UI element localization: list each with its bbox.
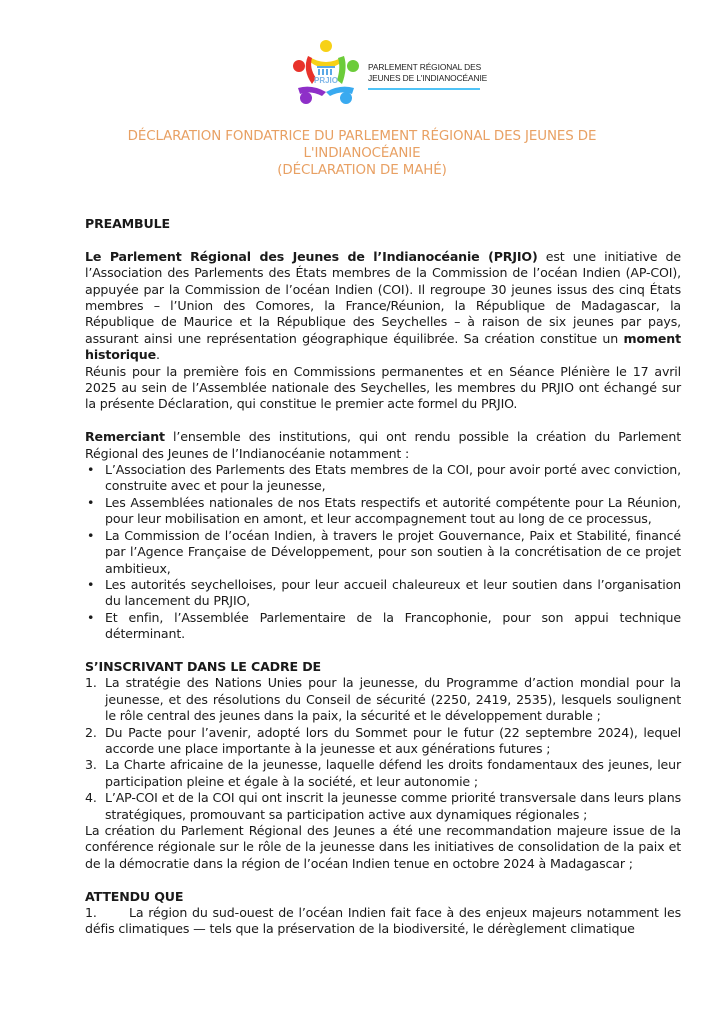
remerciant-list: [85, 462, 681, 642]
logo-badge-text: PRJIO: [313, 76, 339, 85]
bullet-icon: •: [87, 609, 95, 625]
prjio-name-bold: Le Parlement Régional des Jeunes de l’Indianocéanie (PRJIO): [85, 248, 538, 264]
cadre-list: [85, 675, 681, 823]
attendu-heading: ATTENDU QUE: [85, 888, 184, 904]
title-line-1: DÉCLARATION FONDATRICE DU PARLEMENT RÉGIONAL DES JEUNES DE: [127, 129, 597, 144]
attendu-item-1: 1. La région du sud-ouest de l’océan Indien fait face à des enjeux majeurs notamment les défis climatiques — tels que la préservation de la biodiversité, le dérèglement climatique: [85, 905, 681, 937]
cadre-closing-paragraph: La création du Parlement Régional des Jeunes a été une recommandation majeure issue de la conférence régionale sur le rôle de la jeunesse dans les initiatives de consolidation de la paix et de la démocratie dans la région de l’océan Indien tenue en octobre 2024 à Madagascar ;: [85, 822, 681, 871]
preambule-paragraph-2: Réunis pour la première fois en Commissions permanentes et en Séance Plénière le 17 avril 2025 au sein de l’Assemblée nationale des Seychelles, les membres du PRJIO ont échangé sur la présente Déclaration, qui constitue le premier acte formel du PRJIO.: [85, 363, 681, 412]
list-item: 4. L’AP-COI et de la COI qui ont inscrit la jeunesse comme priorité transversale dans leurs plans stratégiques, promouvant sa participation active aux dynamiques régionales ;: [85, 790, 681, 822]
cadre-heading: S’INSCRIVANT DANS LE CADRE DE: [85, 658, 321, 674]
list-item: • Les Assemblées nationales de nos Etats respectifs et autorité compétente pour La Réunion, pour leur mobilisation en amont, et leur accompagnement tout au long de ce processus,: [87, 494, 681, 527]
logo-org-line2: JEUNES DE L'INDIANOCÉANIE: [368, 73, 488, 83]
prjio-logo: [290, 38, 490, 108]
list-item: • La Commission de l’océan Indien, à travers le projet Gouvernance, Paix et Stabilité, financé par l’Agence Française de Développement, pour son soutien à la concrétisation de ce projet ambitieux,: [87, 527, 681, 576]
list-item: 1. La stratégie des Nations Unies pour la jeunesse, du Programme d’action mondial pour la jeunesse, et des résolutions du Conseil de sécurité (2250, 2419, 2535), lesquels soulignent le rôle central des jeunes dans la paix, la sécurité et le développement durable ;: [85, 675, 681, 724]
logo-org-name: [368, 62, 487, 84]
list-item: 2. Du Pacte pour l’avenir, adopté lors du Sommet pour le futur (22 septembre 2024), lequel accorde une place importante à la jeunesse et aux générations futures ;: [85, 724, 681, 756]
list-item: 3. La Charte africaine de la jeunesse, laquelle défend les droits fondamentaux des jeunes, leur participation pleine et égale à la société, et leur autonomie ;: [85, 757, 681, 789]
bullet-icon: •: [87, 494, 95, 510]
preambule-paragraph-1: Le Parlement Régional des Jeunes de l’Indianocéanie (PRJIO) est une initiative de l’Association des Parlements des États membres de la Commission de l’océan Indien (AP-COI), appuyée par la Commission de l’océan Indien (COI). Il regroupe 30 jeunes issus des cinq États membres – l’Union des Comores, la France/Réunion, la République de Madagascar, la République de Maurice et la République des Seychelles – à raison de six jeunes par pays, assurant ainsi une représentation géographique équilibrée. Sa création constitue un moment historique.: [85, 248, 681, 363]
bullet-icon: •: [87, 576, 95, 592]
list-item: • Et enfin, l’Assemblée Parlementaire de la Francophonie, pour son appui technique déterminant.: [87, 609, 681, 642]
bullet-icon: •: [87, 462, 95, 478]
prjio-emblem-icon: [290, 38, 362, 106]
bullet-icon: •: [87, 527, 95, 543]
logo-org-line1: PARLEMENT RÉGIONAL DES: [368, 62, 482, 72]
title-line-3: (DÉCLARATION DE MAHÉ): [277, 163, 447, 178]
remerciant-lead: Remerciant l’ensemble des institutions, qui ont rendu possible la création du Parlement Régional des Jeunes de l’Indianocéanie notamment :: [85, 429, 681, 461]
logo-underline: [368, 88, 480, 90]
title-line-2: L'INDIANOCÉANIE: [303, 146, 421, 161]
document-title: [60, 128, 664, 179]
document-body: [85, 216, 681, 938]
preambule-heading: PREAMBULE: [85, 216, 170, 231]
list-item: • L’Association des Parlements des Etats membres de la COI, pour avoir porté avec conviction, construite avec et pour la jeunesse,: [87, 462, 681, 494]
moment-historique-bold: moment historique: [85, 330, 681, 363]
list-item: • Les autorités seychelloises, pour leur accueil chaleureux et leur soutien dans l’organisation du lancement du PRJIO,: [87, 576, 681, 609]
